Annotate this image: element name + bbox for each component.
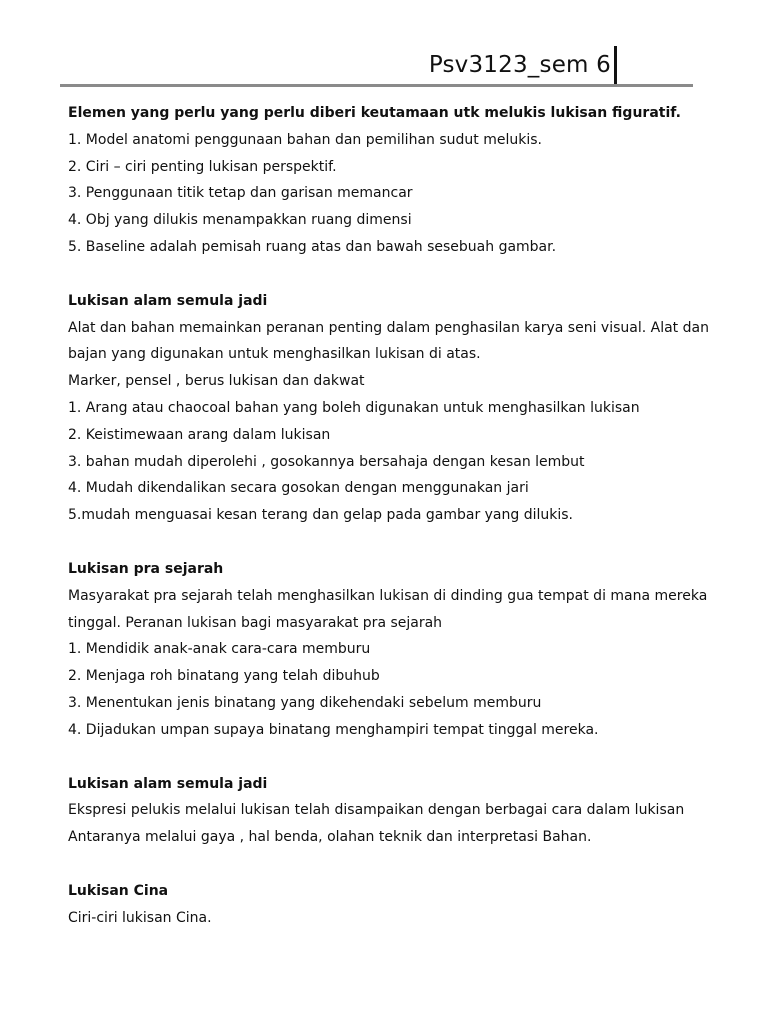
section-heading: Lukisan pra sejarah (68, 560, 224, 577)
list-item: 2. Ciri – ciri penting lukisan perspektif. (68, 158, 337, 175)
paragraph-line: Alat dan bahan memainkan peranan penting dalam penghasilan karya seni visual. Alat dan (68, 319, 709, 336)
section-heading: Lukisan alam semula jadi (68, 775, 268, 792)
list-item: 4. Mudah dikendalikan secara gosokan dengan menggunakan jari (68, 480, 529, 497)
header-divider-bar (614, 46, 617, 84)
list-item: 2. Menjaga roh binatang yang telah dibuhub (68, 668, 380, 685)
paragraph-line: Ekspresi pelukis melalui lukisan telah disampaikan dengan berbagai cara dalam lukisan (68, 802, 685, 819)
section-lukisan-alam-2 (68, 771, 708, 851)
paragraph-line: Marker, pensel , berus lukisan dan dakwat (68, 373, 365, 390)
section-heading: Lukisan alam semula jadi (68, 292, 268, 309)
list-item: 3. Penggunaan titik tetap dan garisan memancar (68, 185, 413, 202)
list-item: 3. Menentukan jenis binatang yang dikehendaki sebelum memburu (68, 694, 542, 711)
document-title: Psv3123_sem 6 (428, 52, 611, 78)
section-heading: Elemen yang perlu yang perlu diberi keutamaan utk melukis lukisan figuratif. (68, 105, 681, 121)
list-item: 1. Model anatomi penggunaan bahan dan pemilihan sudut melukis. (68, 131, 542, 148)
list-item: 5. Baseline adalah pemisah ruang atas dan bawah sesebuah gambar. (68, 238, 557, 255)
section-lukisan-cina (68, 878, 708, 932)
list-item: 1. Arang atau chaocoal bahan yang boleh digunakan untuk menghasilkan lukisan (68, 399, 640, 416)
section-lukisan-alam-1 (68, 288, 708, 529)
list-item: 3. bahan mudah diperolehi , gosokannya bersahaja dengan kesan lembut (68, 453, 585, 470)
list-item: 1. Mendidik anak-anak cara-cara memburu (68, 641, 371, 658)
section-lukisan-pra-sejarah (68, 556, 708, 744)
paragraph-line: bajan yang digunakan untuk menghasilkan lukisan di atas. (68, 346, 481, 363)
document-body (68, 100, 708, 959)
list-item: 2. Keistimewaan arang dalam lukisan (68, 426, 331, 443)
paragraph-line: tinggal. Peranan lukisan bagi masyarakat pra sejarah (68, 614, 443, 631)
section-elemen-figuratif (68, 100, 708, 261)
list-item: 5.mudah menguasai kesan terang dan gelap pada gambar yang dilukis. (68, 507, 574, 524)
paragraph-line: Ciri-ciri lukisan Cina. (68, 909, 212, 926)
paragraph-line: Antaranya melalui gaya , hal benda, olahan teknik dan interpretasi Bahan. (68, 829, 592, 846)
section-heading: Lukisan Cina (68, 882, 169, 899)
list-item: 4. Dijadukan umpan supaya binatang menghampiri tempat tinggal mereka. (68, 721, 599, 738)
page-header (60, 44, 693, 87)
paragraph-line: Masyarakat pra sejarah telah menghasilkan lukisan di dinding gua tempat di mana mereka (68, 587, 708, 604)
list-item: 4. Obj yang dilukis menampakkan ruang dimensi (68, 212, 412, 229)
